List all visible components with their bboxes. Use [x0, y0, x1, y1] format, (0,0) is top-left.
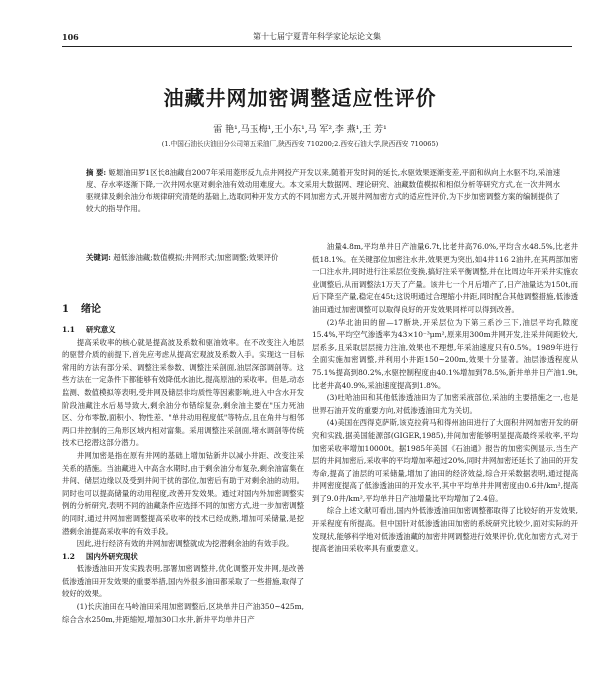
section-heading-1	[62, 300, 101, 315]
journal-title: 第十七届宁夏青年科学家论坛论文集	[253, 32, 381, 41]
paragraph: 因此,进行经济有效的井网加密调整就成为挖潜剩余油的有效手段。	[76, 539, 294, 549]
authors-line: 雷 艳¹,马玉梅¹,王小东¹,马 军²,李 燕¹,王 芳¹	[213, 125, 387, 135]
abstract-label: 摘 要:	[86, 168, 107, 177]
paper-title: 油藏井网加密调整适应性评价	[163, 86, 437, 110]
header-rule	[62, 46, 572, 47]
affiliations-line: (1.中国石油长庆油田分公司第五采油厂,陕西西安 710200;2.西安石油大学,陕西西安 710065)	[161, 140, 439, 148]
section-title: 绪论	[80, 304, 101, 315]
subsection-number: 1.2	[62, 551, 75, 561]
subsection-heading-1-2	[62, 551, 304, 564]
page-number: 106	[62, 32, 79, 42]
right-column	[312, 241, 578, 556]
subsection-title: 国内外研究现状	[86, 551, 138, 561]
abstract-text: 姬塬油田罗1区长8油藏自2007年采用菱形反九点井网投产开发以来,随着开发时间的延长,水驱效果逐渐变差,平面和纵向上水驱不均,采油速度、存水率逐渐下降,一次井网水驱对剩余油有效动用难度大。本文采用大数据网、理论研究、油藏数值模拟和相似分析等研究方式,在一次井网水驱规律及剩余油分布规律研究清楚的基础上,选取同种开发方式的不同加密方式,开展井网加密方式的适应性评价,为下步加密调整方案的编制提供了较大的指导作用。	[86, 168, 560, 213]
abstract-block	[86, 167, 560, 215]
paragraph: (1)长庆油田在马岭油田采用加密调整后,区块单井日产油350~425m,综合含水250m,井距缩短,增加30口水井,新井平均单井日产	[62, 602, 304, 624]
subsection-title: 研究意义	[86, 325, 116, 334]
paragraph: 低渗透油田开发实践表明,部署加密调整井,优化调整开发井网,是改善低渗透油田开发效果的重要举措,国内外很多油田都采取了一些措施,取得了较好的效果。	[62, 564, 304, 599]
paragraph: 提高采收率的核心就是提高波及系数和驱油效率。在不改变注入地层的驱替介质的前提下,首先应考虑从提高宏观波及系数入手。实现这一目标常用的方法有部分采、调整注采参数、调整注采剖面,油层深部调剖等。这些方法在一定条件下都能够有效降低水油比,提高原油的采收率。但是,动态监测、数值模拟等表明,受井网及储层非均质性等因素影响,进入中含水开发阶段油藏注水后易导致大,剩余油分布错综复杂,剩余油主要在"压力死油区、分布零散,面积小、物性差、"单井动用程度低"等特点,且在角井与相邻两口井控制的三角形区域内相对富集。采用调整注采剖面,堵水调剖等传统技术已挖潜这部分潜力。	[62, 337, 304, 448]
left-column	[62, 324, 304, 626]
paragraph: (4)美国在西得克萨斯,该克拉荷马和得州油田进行了大面积井网加密开发的研究和实践,据美国能源部(GIGER,1985),井间加密能够明显提高最终采收率,平均加密采收率增加10000t。据1985年美国《石油通》报告的加密实例显示,当生产层的井间加密后,采收率的平均增加率超过20%,同时井网加密还延长了油田的开发寿命,提高了油层的可采储量,增加了油田的经济效益,综合开采数据表明,通过提高井网密度提高了低渗透油田的开发水平,其中平均单井井网密度由0.6井/km²,提高到了9.0井/km²,平均单井日产油增量比平均增加了2.4倍。	[312, 418, 578, 503]
keywords-label: 关键词:	[86, 253, 111, 262]
paragraph: 井网加密是指在原有井网的基础上增加钻新井以减小井距、改变注采关系的措施。当油藏进入中高含水期时,由于剩余油分布复杂,剩余油富集在井间、储层边缘以及受到井间干扰的部位,加密后有助于对剩余油的动用。同时也可以提高储量的动用程度,改善开发效果。通过对国内外加密调整实例的分析研究,表明不同的油藏条件应选择不同的加密方式,进一步加密调整的同时,通过井网加密调整提高采收率的技术已经成熟,增加可采储量,是挖潜剩余油提高采收率的有效手段。	[62, 450, 304, 536]
section-number: 1	[62, 304, 69, 315]
paragraph: (3)吐哈油田和其他低渗透油田为了加密采液部位,采油的主要措施之一,也是世界石油开发的重要方向,对低渗透油田尤为关切。	[312, 393, 578, 415]
paragraph: 油量4.8m,平均单井日产油量6.7t,比老井高76.0%,平均含水48.5%,比老井低18.1%。在关键部位加密注水井,效果更为突出,如4井116 2油井,在其两部加密一口注水井,同时进行注采层位变换,搞好注采平衡调整,并在比周边年开采井实施农业调整后,从而调整法1万天了产量。该井七一个月后增产了,日产油量达为150t,而后下降至产量,稳定在45t;这说明通过合理缩小井距,同时配合其他调整措施,低渗透油田通过加密调整可以取得良好的开发效果同样可以得到改善。	[312, 242, 578, 314]
subsection-number: 1.1	[62, 325, 75, 334]
subsection-heading-1-1	[62, 324, 304, 337]
paragraph: (2)华北油田的留—17断块,开采层位为下第三系沙三下,油层平均孔隙度15.4%,平均空气渗透率为43×10⁻³μm²,原来用300m井网开发,注采井间距较大,层系多,且采取层层接力注油,效果也不理想,年采油速度只有0.5%。1989年进行全面实施加密调整,并利用小井距150~200m,效果十分显著。油层渗透程度从75.1%提高到80.2%,水驱控制程度由40.1%增加到78.5%,新井单井日产油1.9t,比老井高40.9%,采油速度提高到1.8%。	[312, 317, 578, 390]
paragraph: 综合上述文献可看出,国内外低渗透油田加密调整都取得了比较好的开发效果,开采程度有所提高。但中国针对低渗透油田加密的系统研究比较少,面对实际的开发现状,能够科学地对低渗透油藏的加密井网调整进行效果评价,优化加密方式,对于提高老油田采收率具有重要意义。	[312, 506, 578, 554]
running-header	[62, 30, 572, 44]
keywords-text: 超低渗油藏;数值模拟;井网形式;加密调整;效果评价	[113, 253, 279, 262]
